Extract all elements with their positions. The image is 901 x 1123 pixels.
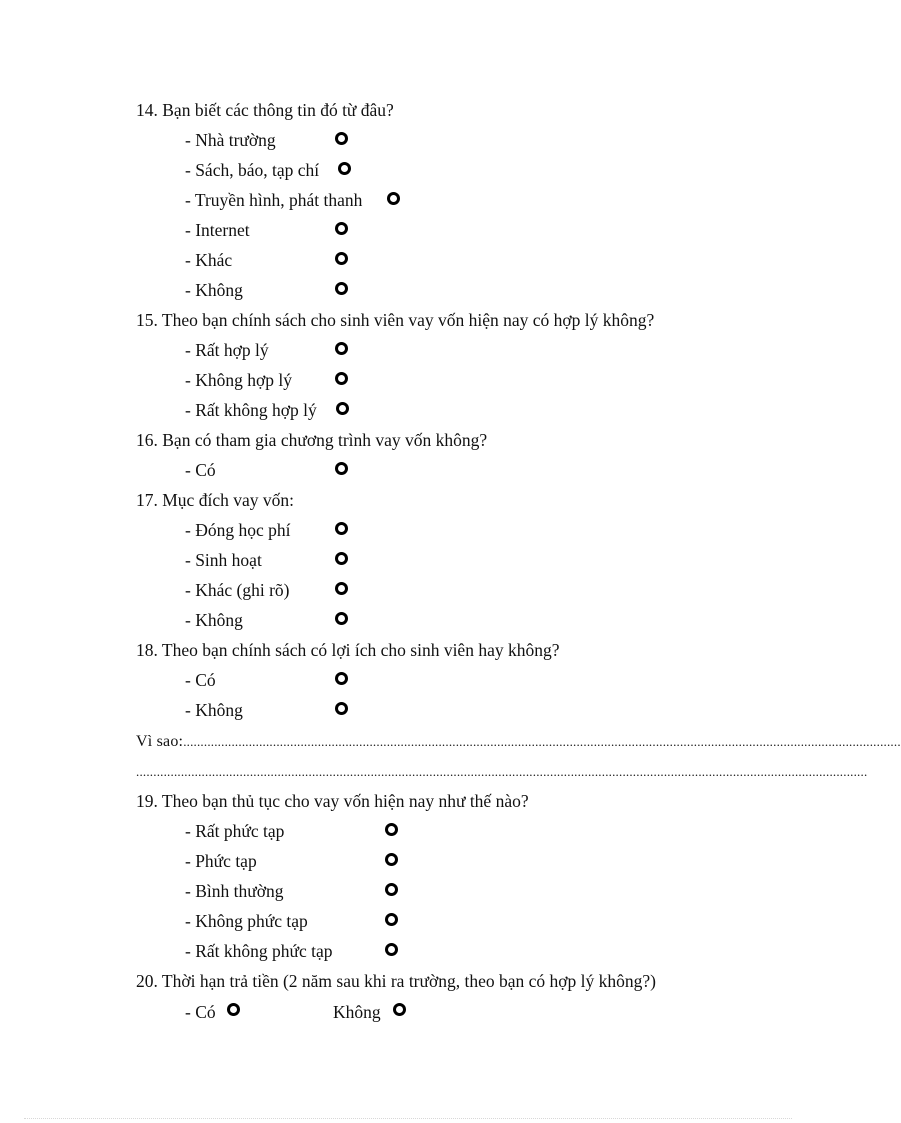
- q15-option-label: - Không hợp lý: [185, 370, 292, 390]
- question-19: 19. Theo bạn thủ tục cho vay vốn hiện nay như thế nào?: [136, 791, 529, 811]
- q19-option-radio[interactable]: [385, 853, 398, 866]
- question-18: 18. Theo bạn chính sách có lợi ích cho sinh viên hay không?: [136, 640, 560, 660]
- reason-dots-1: ................................................................................................................................................................................................................: [183, 734, 901, 749]
- q14-option-label: - Khác: [185, 250, 233, 270]
- q19-option-label: - Rất phức tạp: [185, 821, 285, 841]
- page-bottom-rule: [24, 1118, 792, 1119]
- q20-option-label-khong: Không: [333, 1002, 381, 1022]
- q18-option-label: - Không: [185, 700, 243, 720]
- q14-option-label: - Truyền hình, phát thanh: [185, 190, 363, 210]
- q14-option-radio[interactable]: [338, 162, 351, 175]
- q19-option-radio[interactable]: [385, 913, 398, 926]
- q14-option-label: - Không: [185, 280, 243, 300]
- q19-option-radio[interactable]: [385, 883, 398, 896]
- q19-option-label: - Không phức tạp: [185, 911, 308, 931]
- question-15: 15. Theo bạn chính sách cho sinh viên vay vốn hiện nay có hợp lý không?: [136, 310, 655, 330]
- q16-option-radio[interactable]: [335, 462, 348, 475]
- q14-option-radio[interactable]: [335, 282, 348, 295]
- q14-option-radio[interactable]: [335, 132, 348, 145]
- q18-option-radio[interactable]: [335, 702, 348, 715]
- q14-option-label: - Sách, báo, tạp chí: [185, 160, 320, 180]
- q17-option-label: - Sinh hoạt: [185, 550, 262, 570]
- q17-option-label: - Đóng học phí: [185, 520, 291, 540]
- question-20: 20. Thời hạn trả tiền (2 năm sau khi ra trường, theo bạn có hợp lý không?): [136, 971, 657, 991]
- q14-option-label: - Internet: [185, 220, 250, 240]
- reason-answer-line-2[interactable]: [136, 762, 868, 782]
- q14-option-radio[interactable]: [335, 252, 348, 265]
- q15-option-label: - Rất hợp lý: [185, 340, 269, 360]
- q19-option-label: - Phức tạp: [185, 851, 257, 871]
- q20-option-radio-co[interactable]: [227, 1003, 240, 1016]
- question-16: 16. Bạn có tham gia chương trình vay vốn không?: [136, 430, 488, 450]
- reason-answer-line[interactable]: [136, 732, 901, 752]
- q16-option-label: - Có: [185, 460, 216, 480]
- q17-option-label: - Không: [185, 610, 243, 630]
- q19-option-radio[interactable]: [385, 823, 398, 836]
- q17-option-label: - Khác (ghi rõ): [185, 580, 290, 600]
- q14-option-radio[interactable]: [387, 192, 400, 205]
- q19-option-label: - Bình thường: [185, 881, 284, 901]
- q20-option-radio-khong[interactable]: [393, 1003, 406, 1016]
- q18-option-radio[interactable]: [335, 672, 348, 685]
- q19-option-radio[interactable]: [385, 943, 398, 956]
- q20-option-label-co: - Có: [185, 1002, 216, 1022]
- q15-option-radio[interactable]: [336, 402, 349, 415]
- q17-option-radio[interactable]: [335, 552, 348, 565]
- q14-option-label: - Nhà trường: [185, 130, 276, 150]
- q14-option-radio[interactable]: [335, 222, 348, 235]
- q15-option-radio[interactable]: [335, 342, 348, 355]
- q19-option-label: - Rất không phức tạp: [185, 941, 333, 961]
- reason-dots-2: ....................................................................................................................................................................................................................: [136, 764, 868, 779]
- question-14: 14. Bạn biết các thông tin đó từ đâu?: [136, 100, 394, 120]
- q15-option-radio[interactable]: [335, 372, 348, 385]
- q17-option-radio[interactable]: [335, 612, 348, 625]
- reason-label: Vì sao:: [136, 733, 184, 750]
- question-17: 17. Mục đích vay vốn:: [136, 490, 294, 510]
- q18-option-label: - Có: [185, 670, 216, 690]
- q15-option-label: - Rất không hợp lý: [185, 400, 317, 420]
- q17-option-radio[interactable]: [335, 582, 348, 595]
- q17-option-radio[interactable]: [335, 522, 348, 535]
